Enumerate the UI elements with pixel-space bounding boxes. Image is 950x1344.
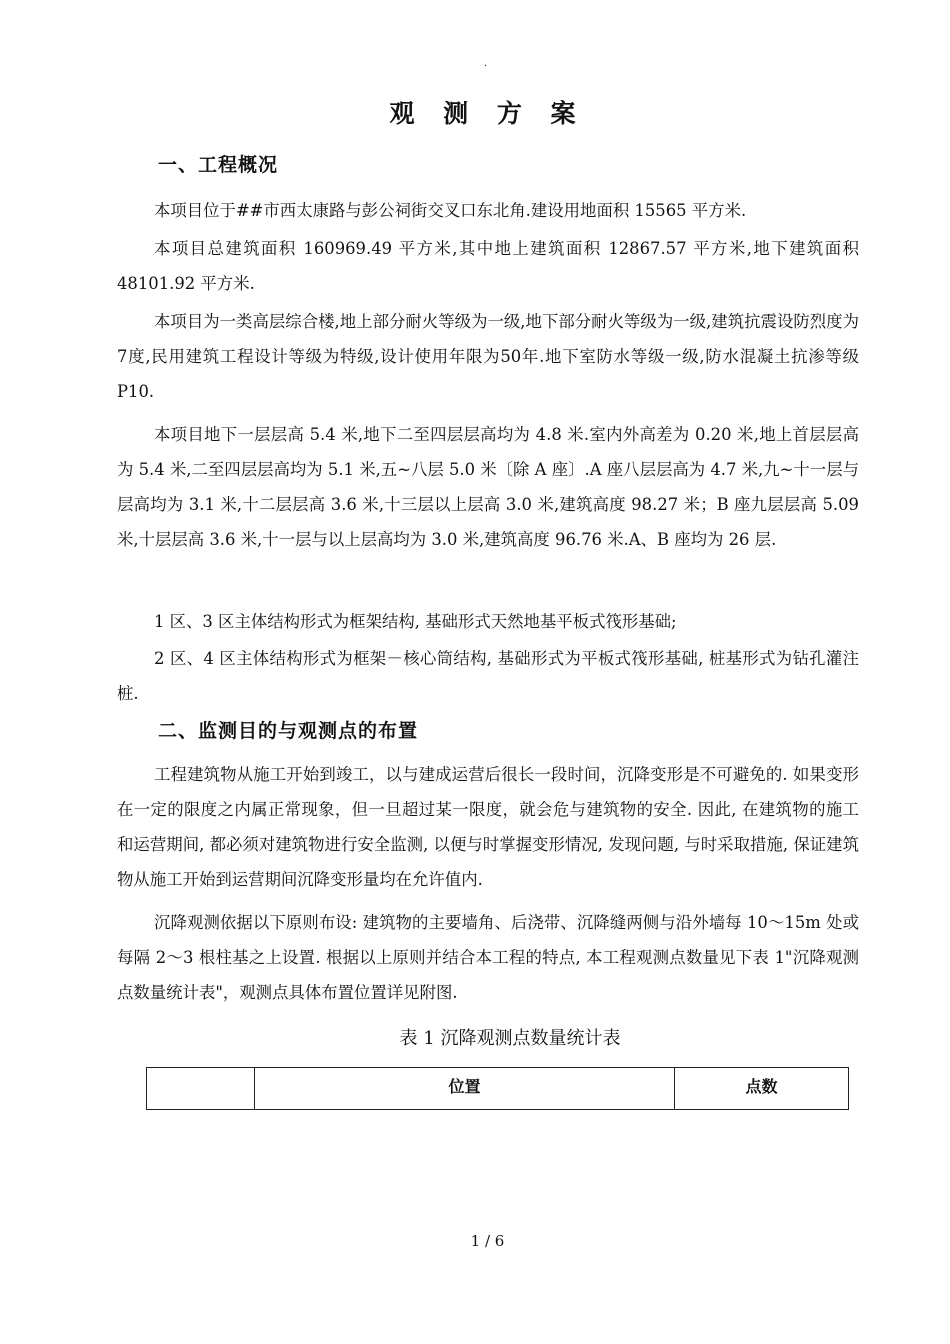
table-header-cell: 位置 (255, 1068, 675, 1110)
page-number: 1 / 6 (470, 1232, 505, 1250)
table-header-row (147, 1068, 849, 1110)
paragraph: 工程建筑物从施工开始到竣工，以与建成运营后很长一段时间，沉降变形是不可避免的. 如果变形在一定的限度之内属正常现象，但一旦超过某一限度，就会危与建筑物的安全. 因此, 在建筑物的施工和运营期间, 都必须对建筑物进行安全监测, 以便与时掌握变形情况, 发现问题, 与时采取措施, 保证建筑物从施工开始到运营期间沉降变形量均在允许值内. (117, 765, 859, 889)
section-heading-overview: 一、工程概况 (158, 154, 279, 176)
table-caption: 表 1 沉降观测点数量统计表 (399, 1028, 621, 1049)
paragraph: 本项目为一类高层综合楼,地上部分耐火等级为一级,地下部分耐火等级为一级,建筑抗震设防烈度为7度,民用建筑工程设计等级为特级,设计使用年限为50年.地下室防水等级一级,防水混凝土抗渗等级 P10. (117, 312, 859, 401)
paragraph: 沉降观测依据以下原则布设: 建筑物的主要墙角、后浇带、沉降缝两侧与沿外墙每 10～15m 处或每隔 2～3 根柱基之上设置. 根据以上原则并结合本工程的特点, 本工程观测点数量见下表 1"沉降观测点数量统计表"，观测点具体布置位置详见附图. (117, 913, 859, 1002)
section-heading-monitoring: 二、监测目的与观测点的布置 (158, 720, 419, 742)
table-header-cell (147, 1068, 255, 1110)
settlement-points-table (146, 1067, 849, 1110)
table-header-cell: 点数 (675, 1068, 849, 1110)
paragraph: 本项目位于##市西太康路与彭公祠街交叉口东北角.建设用地面积 15565 平方米. (154, 201, 747, 220)
paragraph: 本项目总建筑面积 160969.49 平方米,其中地上建筑面积 12867.57 平方米,地下建筑面积 48101.92 平方米. (117, 239, 859, 293)
paragraph: 1 区、3 区主体结构形式为框架结构, 基础形式天然地基平板式筏形基础; (154, 612, 677, 631)
header-dot: . (484, 58, 488, 69)
document-title: 观 测 方 案 (389, 99, 586, 128)
paragraph: 2 区、4 区主体结构形式为框架－核心筒结构, 基础形式为平板式筏形基础, 桩基形式为钻孔灌注桩. (117, 649, 859, 703)
paragraph: 本项目地下一层层高 5.4 米,地下二至四层层高均为 4.8 米.室内外高差为 0.20 米,地上首层层高为 5.4 米,二至四层层高均为 5.1 米,五~八层 5.0 米〔除 A 座〕.A 座八层层高为 4.7 米,九~十一层与层高均为 3.1 米,十二层层高 3.6 米,十三层以上层高 3.0 米,建筑高度 98.27 米；B 座九层层高 5.09 米,十层层高 3.6 米,十一层与以上层高均为 3.0 米,建筑高度 96.76 米.A、B 座均为 26 层. (117, 425, 859, 549)
